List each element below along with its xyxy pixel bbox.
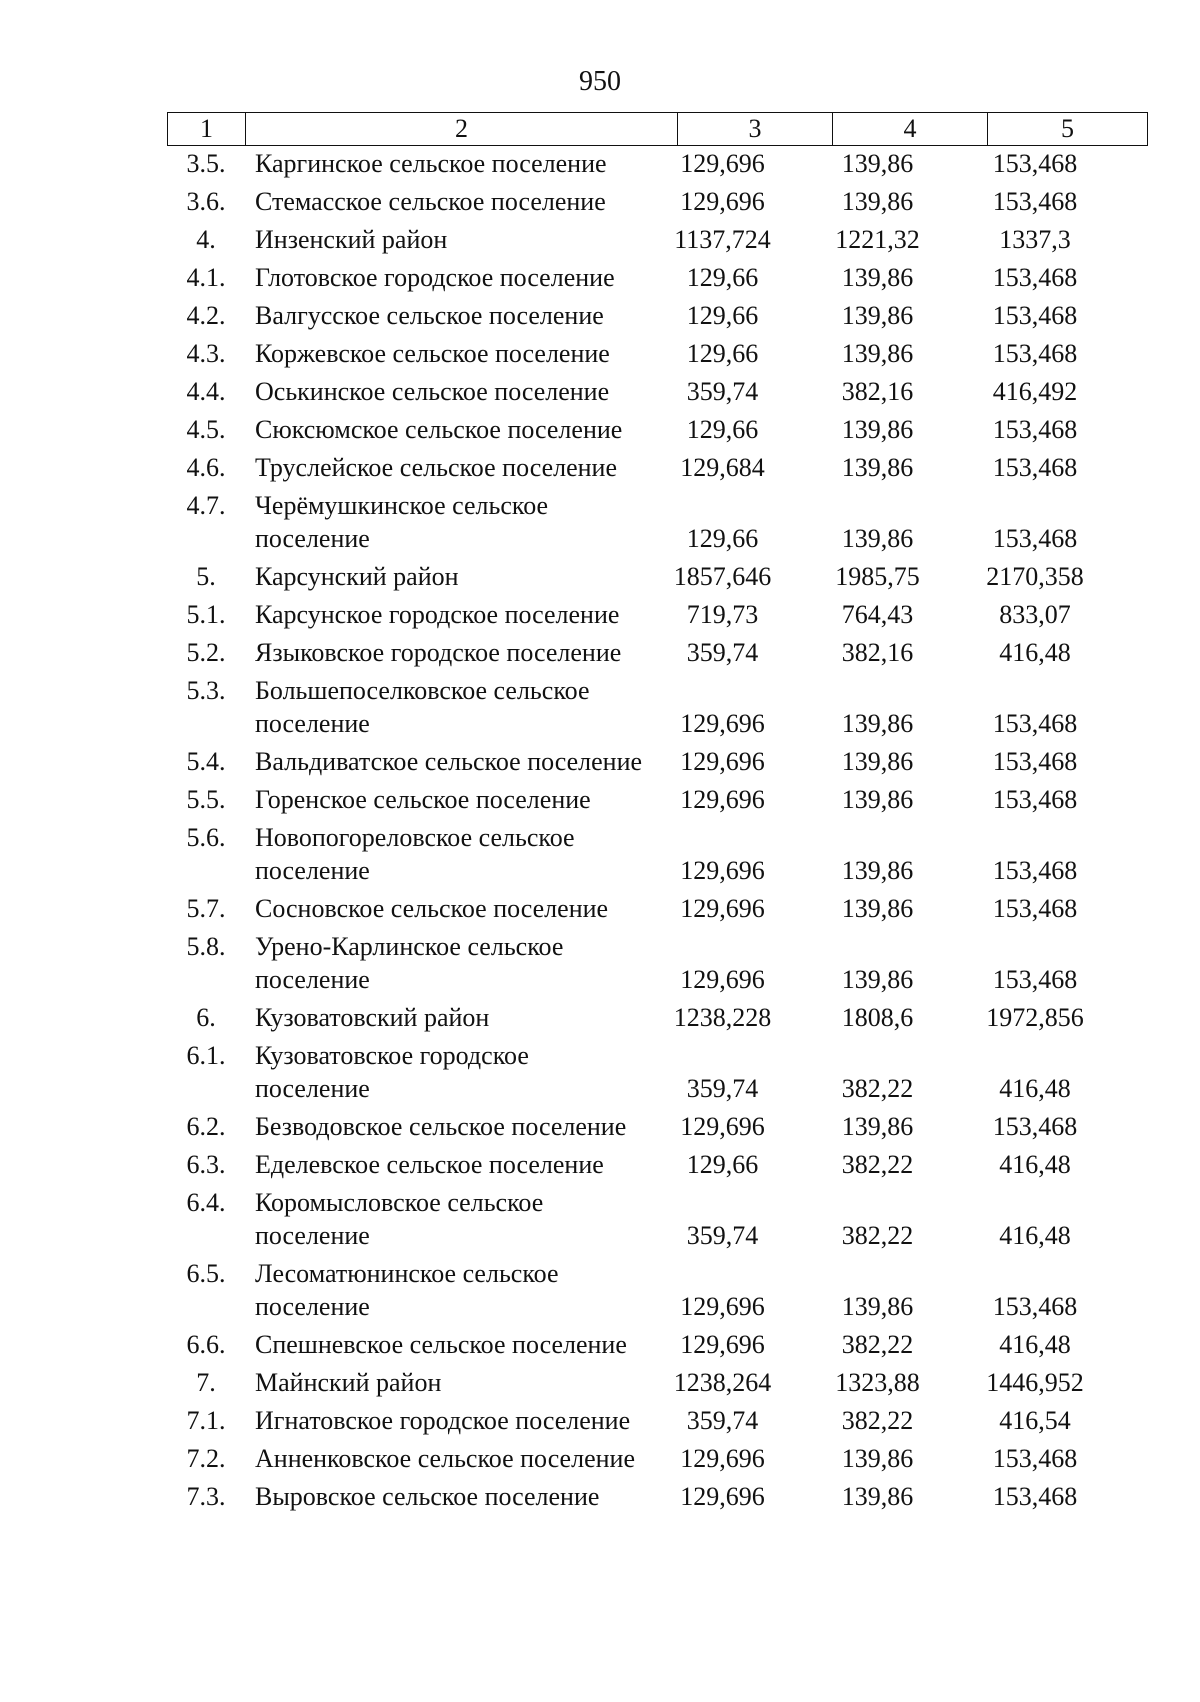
row-value-col5: 153,468 [992, 894, 1078, 923]
row-name: Новопогореловское сельское поселение [255, 823, 575, 885]
row-name: Большепоселковское сельское поселение [255, 676, 590, 738]
row-value-col3: 129,696 [680, 149, 765, 178]
row-value-col5: 153,468 [992, 149, 1078, 178]
table-row [167, 783, 1147, 821]
row-name: Кузоватовское городское поселение [255, 1041, 529, 1103]
row-number: 4. [196, 225, 216, 254]
row-number: 4.1. [186, 263, 226, 292]
row-value-col5: 416,48 [999, 638, 1071, 667]
row-value-col3: 129,66 [686, 1150, 759, 1179]
row-value-col5: 153,468 [992, 1482, 1078, 1511]
row-value-col4: 139,86 [841, 263, 914, 292]
table-row [167, 1442, 1147, 1480]
table-row [167, 375, 1147, 413]
table-row [167, 299, 1147, 337]
table-header [167, 112, 1148, 146]
row-name: Черёмушкинское сельское поселение [255, 491, 549, 553]
row-name: Еделевское сельское поселение [255, 1150, 604, 1179]
table-row [167, 223, 1147, 261]
row-value-col4: 139,86 [841, 1292, 914, 1321]
row-value-col3: 129,66 [686, 263, 759, 292]
row-value-col5: 153,468 [992, 1444, 1078, 1473]
row-value-col4: 139,86 [841, 453, 914, 482]
row-value-col4: 139,86 [841, 965, 914, 994]
table-row [167, 185, 1147, 223]
table-row [167, 261, 1147, 299]
row-value-col5: 153,468 [992, 785, 1078, 814]
table-row [167, 1404, 1147, 1442]
table-row [167, 598, 1147, 636]
row-name: Вальдиватское сельское поселение [255, 747, 643, 776]
row-value-col4: 382,22 [841, 1221, 914, 1250]
header-cell-4: 4 [833, 113, 988, 146]
row-value-col3: 719,73 [686, 600, 759, 629]
row-value-col3: 129,696 [680, 1482, 765, 1511]
table-row [167, 1480, 1147, 1518]
row-value-col4: 139,86 [841, 187, 914, 216]
row-number: 6.5. [186, 1259, 226, 1288]
row-name: Валгусское сельское поселение [255, 301, 604, 330]
table-row [167, 745, 1147, 783]
row-value-col5: 1446,952 [986, 1368, 1084, 1397]
row-value-col3: 359,74 [686, 638, 759, 667]
row-value-col4: 382,22 [841, 1406, 914, 1435]
row-number: 5.5. [186, 785, 226, 814]
row-number: 7.3. [186, 1482, 226, 1511]
row-number: 6.6. [186, 1330, 226, 1359]
table-row [167, 147, 1147, 185]
table-row [167, 560, 1147, 598]
row-number: 5.2. [186, 638, 226, 667]
table-row [167, 1186, 1147, 1257]
table-row [167, 1148, 1147, 1186]
row-number: 4.6. [186, 453, 226, 482]
table-row [167, 674, 1147, 745]
row-value-col3: 359,74 [686, 377, 759, 406]
row-value-col5: 416,48 [999, 1221, 1071, 1250]
row-value-col3: 129,696 [680, 747, 765, 776]
table-row [167, 821, 1147, 892]
row-value-col3: 129,696 [680, 856, 765, 885]
row-name: Сосновское сельское поселение [255, 894, 609, 923]
row-name: Кузоватовский район [255, 1003, 490, 1032]
table-row [167, 1366, 1147, 1404]
row-number: 4.3. [186, 339, 226, 368]
row-value-col3: 129,696 [680, 894, 765, 923]
header-cell-1: 1 [168, 113, 246, 146]
row-name: Майнский район [255, 1368, 442, 1397]
row-value-col5: 153,468 [992, 263, 1078, 292]
row-value-col5: 153,468 [992, 301, 1078, 330]
row-value-col5: 2170,358 [986, 562, 1084, 591]
table-row [167, 636, 1147, 674]
row-value-col5: 153,468 [992, 856, 1078, 885]
row-value-col4: 382,22 [841, 1150, 914, 1179]
row-value-col3: 129,684 [680, 453, 765, 482]
row-value-col4: 139,86 [841, 415, 914, 444]
row-number: 7. [196, 1368, 216, 1397]
row-value-col4: 382,22 [841, 1330, 914, 1359]
row-number: 4.5. [186, 415, 226, 444]
row-value-col4: 139,86 [841, 1482, 914, 1511]
header-cell-3: 3 [678, 113, 833, 146]
row-name: Коржевское сельское поселение [255, 339, 610, 368]
row-value-col3: 129,696 [680, 187, 765, 216]
row-value-col4: 139,86 [841, 785, 914, 814]
row-value-col5: 416,492 [992, 377, 1078, 406]
row-number: 6.1. [186, 1041, 226, 1070]
row-number: 6.3. [186, 1150, 226, 1179]
row-value-col4: 139,86 [841, 524, 914, 553]
row-value-col5: 153,468 [992, 1292, 1078, 1321]
table-row [167, 337, 1147, 375]
row-name: Урено-Карлинское сельское поселение [255, 932, 564, 994]
row-number: 5.8. [186, 932, 226, 961]
row-value-col4: 382,16 [841, 638, 914, 667]
row-value-col5: 153,468 [992, 1112, 1078, 1141]
row-value-col3: 359,74 [686, 1074, 759, 1103]
table-row [167, 892, 1147, 930]
row-number: 5.1. [186, 600, 226, 629]
row-name: Глотовское городское поселение [255, 263, 615, 292]
row-value-col4: 1221,32 [835, 225, 920, 254]
row-value-col4: 382,22 [841, 1074, 914, 1103]
row-number: 3.6. [186, 187, 226, 216]
row-value-col5: 153,468 [992, 415, 1078, 444]
row-value-col4: 139,86 [841, 709, 914, 738]
table-row [167, 1039, 1147, 1110]
row-value-col3: 129,66 [686, 415, 759, 444]
row-value-col5: 833,07 [999, 600, 1071, 629]
table-row [167, 413, 1147, 451]
header-cell-2: 2 [246, 113, 678, 146]
row-name: Стемасское сельское поселение [255, 187, 606, 216]
row-value-col4: 139,86 [841, 301, 914, 330]
row-number: 6. [196, 1003, 216, 1032]
row-value-col3: 359,74 [686, 1406, 759, 1435]
row-value-col5: 416,48 [999, 1074, 1071, 1103]
row-name: Игнатовское городское поселение [255, 1406, 631, 1435]
row-value-col3: 129,66 [686, 524, 759, 553]
header-cell-5: 5 [988, 113, 1148, 146]
row-number: 5. [196, 562, 216, 591]
row-value-col5: 1972,856 [986, 1003, 1084, 1032]
row-value-col4: 1323,88 [835, 1368, 920, 1397]
row-value-col5: 153,468 [992, 524, 1078, 553]
row-value-col4: 1808,6 [841, 1003, 914, 1032]
row-value-col5: 153,468 [992, 339, 1078, 368]
row-value-col3: 1857,646 [673, 562, 772, 591]
page-number: 950 [579, 66, 621, 97]
row-number: 6.2. [186, 1112, 226, 1141]
row-name: Анненковское сельское поселение [255, 1444, 635, 1473]
row-number: 5.3. [186, 676, 226, 705]
row-value-col4: 139,86 [841, 894, 914, 923]
row-name: Выровское сельское поселение [255, 1482, 600, 1511]
row-name: Лесоматюнинское сельское поселение [255, 1259, 559, 1321]
row-value-col3: 129,696 [680, 1330, 765, 1359]
row-value-col4: 382,16 [841, 377, 914, 406]
row-value-col4: 764,43 [841, 600, 914, 629]
row-value-col3: 359,74 [686, 1221, 759, 1250]
row-value-col5: 153,468 [992, 453, 1078, 482]
header-row [168, 113, 1148, 146]
row-value-col3: 1238,228 [673, 1003, 772, 1032]
table-row [167, 1001, 1147, 1039]
row-value-col4: 139,86 [841, 747, 914, 776]
row-value-col3: 129,66 [686, 339, 759, 368]
row-name: Карсунское городское поселение [255, 600, 620, 629]
table-row [167, 489, 1147, 560]
row-name: Коромысловское сельское поселение [255, 1188, 544, 1250]
row-value-col5: 416,48 [999, 1330, 1071, 1359]
row-value-col4: 139,86 [841, 1444, 914, 1473]
row-name: Безводовское сельское поселение [255, 1112, 627, 1141]
row-value-col3: 129,66 [686, 301, 759, 330]
row-value-col4: 139,86 [841, 856, 914, 885]
row-name: Горенское сельское поселение [255, 785, 591, 814]
row-value-col3: 129,696 [680, 1112, 765, 1141]
row-value-col3: 129,696 [680, 965, 765, 994]
row-name: Карсунский район [255, 562, 459, 591]
row-number: 4.2. [186, 301, 226, 330]
row-value-col5: 1337,3 [999, 225, 1071, 254]
table-row [167, 1257, 1147, 1328]
table-row [167, 451, 1147, 489]
row-number: 5.6. [186, 823, 226, 852]
row-value-col4: 139,86 [841, 1112, 914, 1141]
row-value-col4: 139,86 [841, 149, 914, 178]
row-value-col5: 153,468 [992, 965, 1078, 994]
row-number: 7.2. [186, 1444, 226, 1473]
table-row [167, 1328, 1147, 1366]
row-value-col3: 129,696 [680, 785, 765, 814]
row-value-col5: 416,54 [999, 1406, 1071, 1435]
row-name: Труслейское сельское поселение [255, 453, 618, 482]
row-number: 6.4. [186, 1188, 226, 1217]
table-row [167, 1110, 1147, 1148]
row-value-col5: 153,468 [992, 747, 1078, 776]
row-number: 5.4. [186, 747, 226, 776]
row-value-col3: 1137,724 [674, 225, 771, 254]
row-number: 4.7. [186, 491, 226, 520]
row-value-col3: 129,696 [680, 1444, 765, 1473]
row-name: Инзенский район [255, 225, 448, 254]
row-value-col5: 416,48 [999, 1150, 1071, 1179]
row-value-col4: 1985,75 [835, 562, 920, 591]
table-body [167, 147, 1147, 1518]
row-name: Оськинское сельское поселение [255, 377, 610, 406]
row-value-col3: 1238,264 [673, 1368, 772, 1397]
row-number: 4.4. [186, 377, 226, 406]
row-value-col3: 129,696 [680, 709, 765, 738]
row-value-col5: 153,468 [992, 187, 1078, 216]
row-number: 7.1. [186, 1406, 226, 1435]
table-row [167, 930, 1147, 1001]
row-number: 5.7. [186, 894, 226, 923]
row-value-col4: 139,86 [841, 339, 914, 368]
row-number: 3.5. [186, 149, 226, 178]
row-name: Сюксюмское сельское поселение [255, 415, 623, 444]
row-value-col3: 129,696 [680, 1292, 765, 1321]
row-value-col5: 153,468 [992, 709, 1078, 738]
row-name: Спешневское сельское поселение [255, 1330, 627, 1359]
row-name: Языковское городское поселение [255, 638, 622, 667]
row-name: Каргинское сельское поселение [255, 149, 607, 178]
